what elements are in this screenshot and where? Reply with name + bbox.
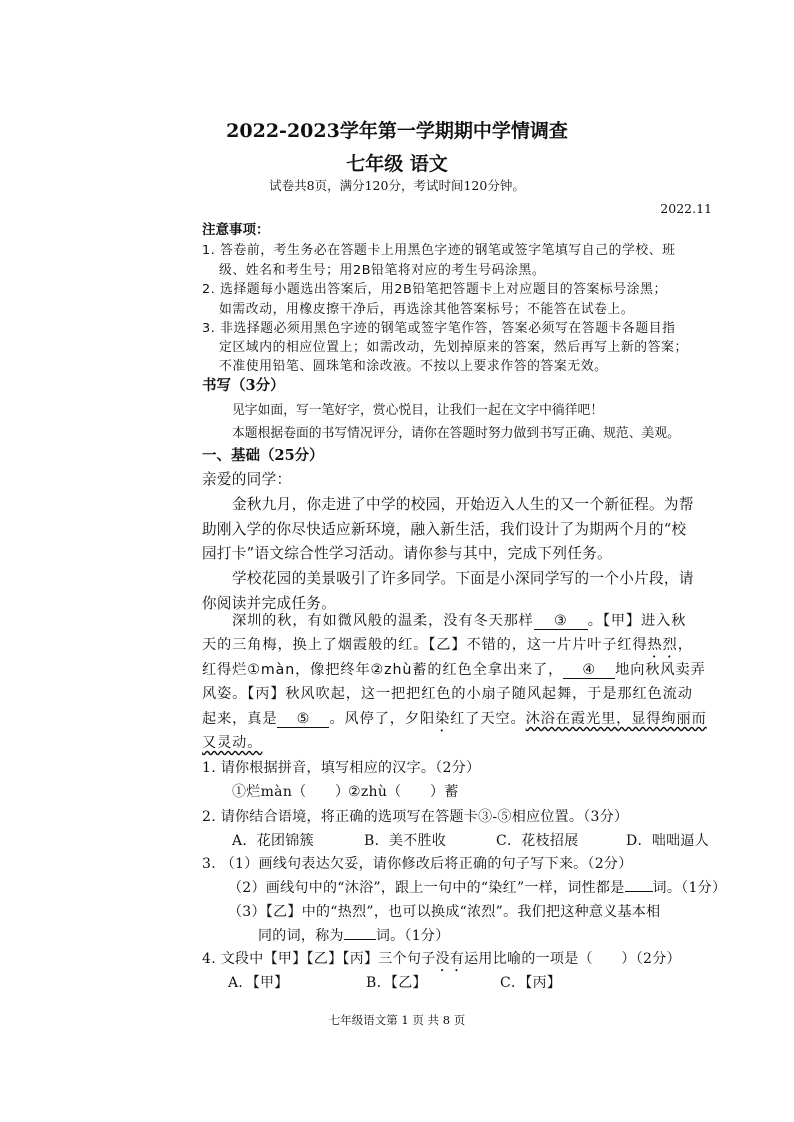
option-a: A．【甲】 — [228, 975, 289, 991]
question-3-3: （3）【乙】中的“热烈”，也可以换成“浓烈”。我们把这种意义基本相 — [228, 904, 661, 920]
answer-blank — [344, 939, 376, 940]
notice-item: 不准使用铅笔、圆珠笔和涂改液。不按以上要求作答的答案无效。 — [219, 359, 608, 374]
passage-text: 红了天空。 — [450, 711, 526, 727]
passage-line — [202, 708, 707, 735]
question-1: 1. 请你根据拼音，填写相应的汉字。（2分） — [202, 760, 481, 776]
answer-blank — [625, 891, 653, 892]
notice-item: 如需改动，用橡皮擦干净后，再选涂其他答案标号；不能答在试卷上。 — [219, 302, 635, 317]
option-d: D．咄咄逼人 — [626, 833, 710, 849]
section-heading: 一、基础（25分） — [202, 447, 324, 464]
option-c: C．【丙】 — [500, 975, 562, 991]
question-text: 词。（1分） — [375, 928, 450, 944]
blank-4: ④ — [563, 662, 615, 679]
intro-line: 园打卡”语文综合性学习活动。请你参与其中，完成下列任务。 — [202, 545, 612, 562]
dotted-word: 染 — [435, 711, 451, 727]
question-3-2 — [228, 877, 726, 897]
option-a: A．花团锦簇 — [232, 833, 314, 849]
intro-line: 金秋九月，你走进了中学的校园，开始迈入人生的又一个新征程。为帮 — [232, 496, 694, 513]
writing-heading: 书写（3分） — [202, 377, 285, 394]
question-text: 同的词，称为 — [258, 928, 344, 944]
notice-item: 级、姓名和考生号；用2B铅笔将对应的考生号码涂黑。 — [219, 263, 546, 278]
passage-text: 。【甲】进入秋 — [587, 613, 687, 629]
question-3: 3. （1）画线句表达欠妥，请你修改后将正确的句子写下来。（2分） — [202, 856, 633, 872]
exam-date: 2022.11 — [660, 201, 712, 216]
wavy-underlined-sentence: 沐浴在霞光里，显得绚丽而 — [525, 711, 707, 727]
dotted-word: 没有 — [435, 951, 465, 967]
notice-heading: 注意事项： — [202, 222, 270, 238]
page-footer: 七年级语文第 1 页 共 8 页 — [328, 1013, 466, 1027]
question-text: 词。（1分） — [652, 880, 727, 896]
writing-line: 本题根据卷面的书写情况评分，请你在答题时努力做到书写正确、规范、美观。 — [232, 426, 680, 441]
passage-line — [202, 634, 693, 661]
passage-text: 地向秋风卖弄 — [615, 662, 706, 678]
exam-subtitle: 七年级 语文 — [346, 153, 448, 175]
passage-text: 起来，真是 — [202, 711, 278, 727]
passage-line — [202, 659, 706, 679]
passage-text: 天的三角梅，换上了烟霞般的红。【乙】不错的，这一片片叶子红得 — [202, 637, 648, 653]
question-2: 2. 请你结合语境，将正确的选项写在答题卡③-⑤相应位置。（3分） — [202, 809, 629, 825]
notice-item: 定区域内的相应位置上；如需改动，先划掉原来的答案，然后再写上新的答案； — [219, 340, 688, 355]
notice-item: 3. 非选择题必须用黑色字迹的钢笔或签字笔作答，答案必须写在答题卡各题目指 — [202, 321, 676, 336]
passage-line — [232, 610, 686, 630]
intro-line: 助刚入学的你尽快适应新环境，融入新生活，我们设计了为期两个月的“校 — [202, 521, 687, 538]
blank-3: ③ — [534, 613, 588, 630]
question-text: 运用比喻的一项是（ ）（2分） — [464, 951, 681, 967]
question-text: （2）画线句中的“沐浴”，跟上一句中的“染红”一样，词性都是 — [228, 880, 625, 896]
intro-line: 你阅读并完成任务。 — [202, 595, 337, 612]
passage-line: 风姿。【丙】秋风吹起，这一把把红色的小扇子随风起舞，于是那红色流动 — [202, 686, 693, 702]
question-1b: ②zhù（ ）蓄 — [348, 784, 459, 800]
writing-line: 见字如面，写一笔好字，赏心悦目，让我们一起在文字中徜徉吧！ — [232, 403, 604, 418]
greeting: 亲爱的同学： — [202, 471, 292, 488]
question-3-3-cont — [258, 925, 450, 945]
wavy-underlined-sentence: 又灵动。 — [202, 735, 263, 751]
question-1a: ①烂màn（ ） — [232, 784, 350, 800]
option-c: C．花枝招展 — [496, 833, 579, 849]
passage-text: ， — [677, 637, 693, 653]
passage-line — [202, 732, 262, 752]
passage-text: 。风停了，夕阳 — [329, 711, 436, 727]
option-b: B．【乙】 — [366, 975, 427, 991]
intro-line: 学校花园的美景吸引了许多同学。下面是小深同学写的一个小片段，请 — [232, 570, 694, 587]
passage-text: 深圳的秋，有如微风般的温柔，没有冬天那样 — [232, 613, 534, 629]
option-b: B．美不胜收 — [364, 833, 447, 849]
passage-text: 红得烂①màn，像把终年②zhù蓄的红色全拿出来了， — [202, 662, 564, 678]
notice-item: 1. 答卷前，考生务必在答题卡上用黑色字迹的钢笔或签字笔填写自己的学校、班 — [202, 243, 676, 258]
question-4 — [202, 948, 681, 975]
dotted-word: 热烈 — [647, 637, 678, 653]
blank-5: ⑤ — [277, 711, 329, 728]
exam-title: 2022-2023学年第一学期期中学情调查 — [226, 120, 568, 142]
exam-info: 试卷共8页，满分120分，考试时间120分钟。 — [269, 178, 525, 193]
question-text: 4. 文段中【甲】【乙】【丙】三个句子 — [202, 951, 436, 967]
notice-item: 2. 选择题每小题选出答案后，用2B铅笔把答题卡上对应题目的答案标号涂黑； — [202, 282, 667, 297]
